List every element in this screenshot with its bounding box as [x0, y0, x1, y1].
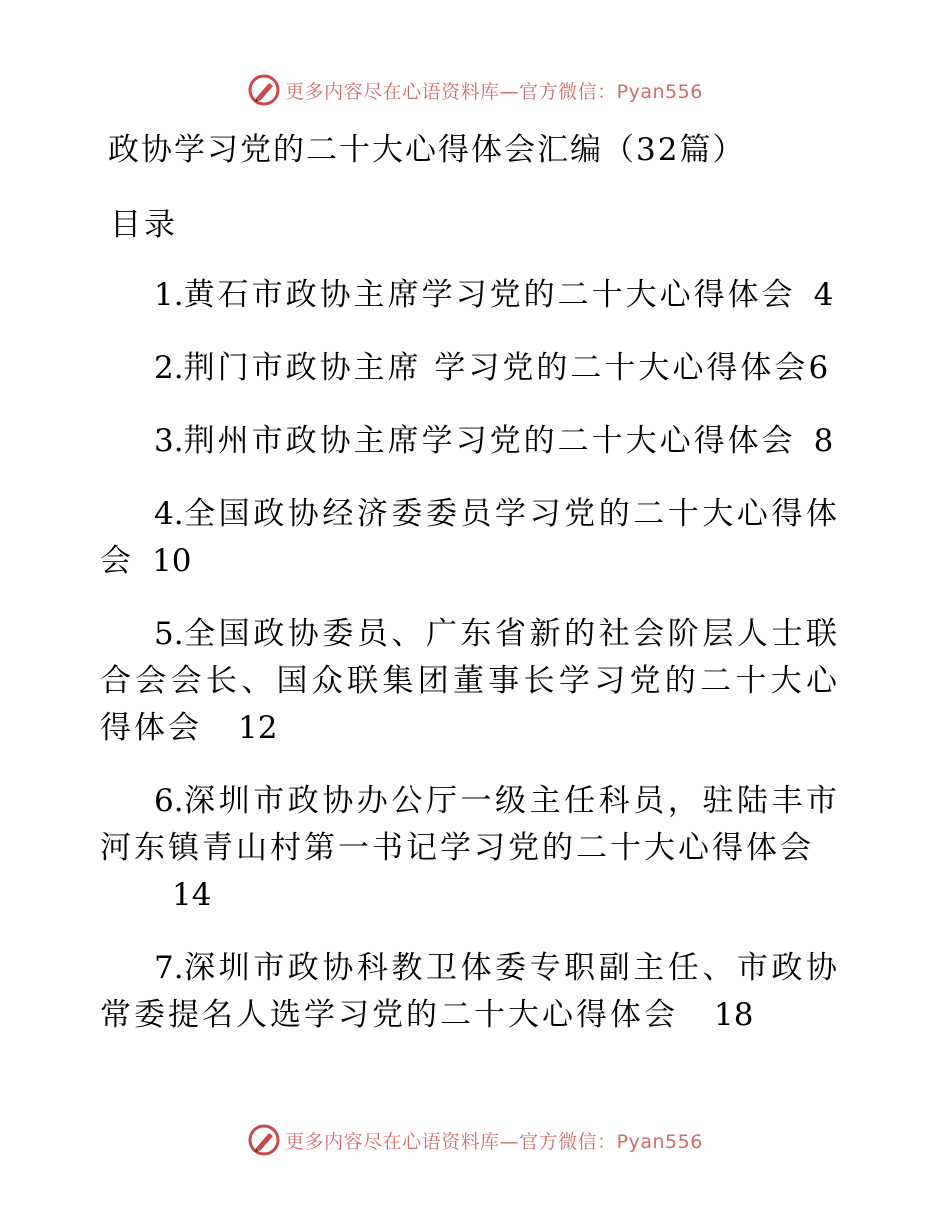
toc-entry-title: 深圳市政协办公厅一级主任科员，驻陆丰市河东镇青山村第一书记学习党的二十大心得体会 — [100, 783, 840, 866]
toc-entry-title: 黄石市政协主席学习党的二十大心得体会 — [183, 277, 796, 313]
toc-entry-title: 全国政协经济委委员学习党的二十大心得体会 — [100, 496, 840, 579]
watermark-header — [0, 72, 950, 108]
watermark-footer — [0, 1122, 950, 1158]
toc-entry-page: 6 — [808, 350, 829, 386]
toc-entry-number: 3. — [154, 423, 184, 459]
toc-entry-number: 6. — [154, 783, 184, 819]
toc-entry[interactable] — [100, 272, 840, 319]
toc-entry-page: 12 — [238, 710, 278, 746]
toc-entry-number: 7. — [154, 950, 184, 986]
toc-entry-page: 10 — [152, 543, 192, 579]
toc-entry[interactable] — [100, 778, 840, 919]
pen-circle-logo-icon — [247, 1123, 281, 1157]
toc-entry-page: 14 — [172, 877, 212, 913]
toc-entry-page: 8 — [813, 423, 834, 459]
toc-entry-title: 深圳市政协科教卫体委专职副主任、市政协常委提名人选学习党的二十大心得体会 — [100, 950, 840, 1033]
toc-entry[interactable] — [100, 945, 840, 1039]
document-title: 政协学习党的二十大心得体会汇编（32篇） — [108, 132, 746, 168]
toc-entry-title: 荆州市政协主席学习党的二十大心得体会 — [183, 423, 796, 459]
toc-heading: 目录 — [110, 207, 178, 243]
toc-entry[interactable] — [100, 345, 840, 392]
toc-entry-title: 荆门市政协主席 学习党的二十大心得体会 — [183, 350, 809, 386]
pen-circle-logo-icon — [247, 73, 281, 107]
toc-entry-number: 2. — [154, 350, 184, 386]
toc-entry[interactable] — [100, 611, 840, 752]
watermark-text: 更多内容尽在心语资料库—官方微信：Pyan556 — [285, 80, 703, 103]
toc-entry-number: 5. — [154, 616, 184, 652]
toc-entry-number: 4. — [154, 496, 184, 532]
toc-entry[interactable] — [100, 418, 840, 465]
toc-entry-title: 全国政协委员、广东省新的社会阶层人士联合会会长、国众联集团董事长学习党的二十大心得体会 — [100, 616, 840, 746]
toc-entry[interactable] — [100, 491, 840, 585]
toc-entry-number: 1. — [154, 277, 184, 313]
watermark-text: 更多内容尽在心语资料库—官方微信：Pyan556 — [285, 1130, 703, 1153]
toc-entry-page: 18 — [714, 997, 754, 1033]
table-of-contents — [100, 272, 840, 1065]
toc-entry-page: 4 — [813, 277, 834, 313]
